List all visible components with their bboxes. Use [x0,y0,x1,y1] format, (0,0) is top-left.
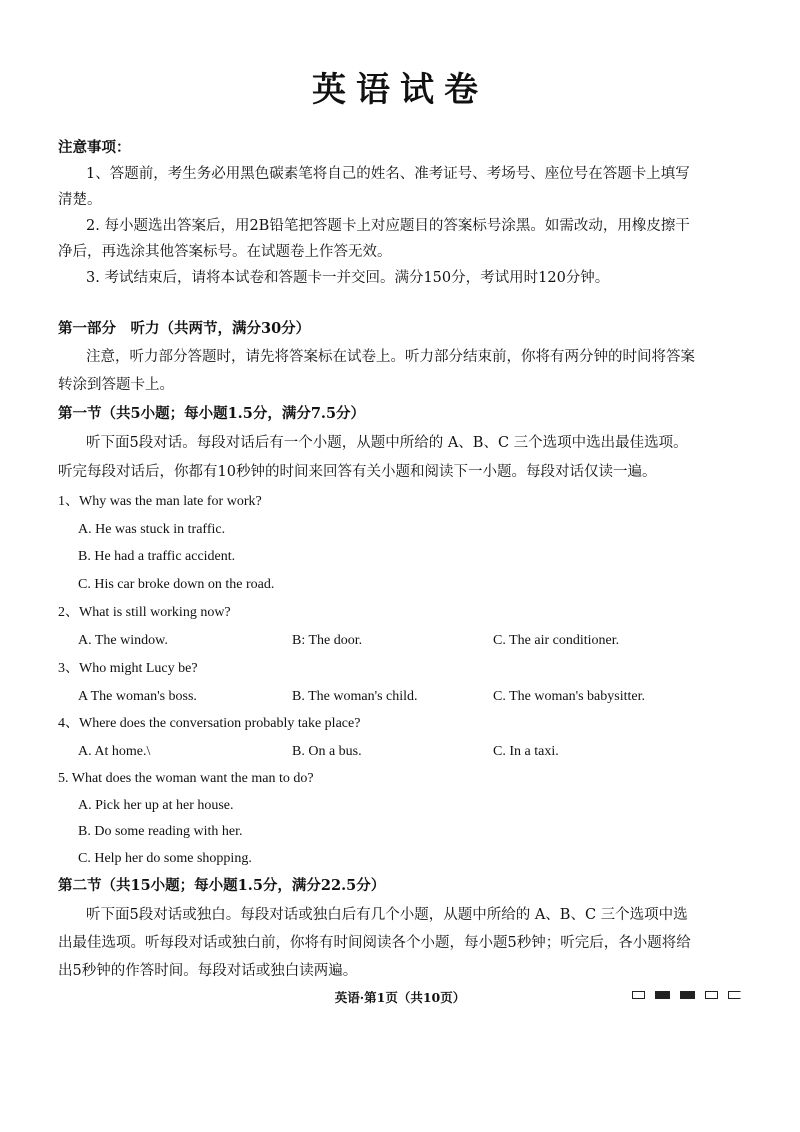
section1-intro-line-2: 听完每段对话后，你都有10秒钟的时间来回答有关小题和阅读下一小题。每段对话仅读一遍。 [58,464,657,480]
question-3-option-a: A The woman's boss. [78,689,197,704]
notice-item-2-line-1: 2. 每小题选出答案后，用2B铅笔把答题卡上对应题目的答案标号涂黑。如需改动，用橡皮擦干 [86,218,690,234]
page-title: 英语试卷 [312,70,488,110]
question-3-option-c: C. The woman's babysitter. [493,689,645,704]
question-1-stem: 1、Why was the man late for work? [58,494,262,509]
question-2-stem: 2、What is still working now? [58,605,231,620]
question-3-option-b: B. The woman's child. [292,689,418,704]
question-5-option-a: A. Pick her up at her house. [78,798,234,813]
question-1-option-b: B. He had a traffic accident. [78,549,236,564]
part1-intro-line-2: 转涂到答题卡上。 [58,377,174,393]
section2-intro-line-1: 听下面5段对话或独白。每段对话或独白后有几个小题，从题中所给的 A、B、C 三个选项中选 [86,907,688,923]
part1-intro-line-1: 注意，听力部分答题时，请先将答案标在试卷上。听力部分结束前，你将有两分钟的时间将答案 [86,349,695,365]
scan-mark-solid-icon [680,991,695,999]
question-1-option-c: C. His car broke down on the road. [78,577,275,592]
section2-heading: 第二节（共15小题；每小题1.5分，满分22.5分） [58,877,386,894]
notice-item-1-line-2: 清楚。 [58,192,102,208]
section1-intro-line-1: 听下面5段对话。每段对话后有一个小题，从题中所给的 A、B、C 三个选项中选出最佳选项。 [86,435,688,451]
question-5-option-b: B. Do some reading with her. [78,824,243,839]
notice-item-2-line-2: 净后，再选涂其他答案标号。在试题卷上作答无效。 [58,244,392,260]
section2-intro-line-3: 出5秒钟的作答时间。每段对话或独白读两遍。 [58,963,358,979]
question-1-option-a: A. He was stuck in traffic. [78,522,226,537]
section2-intro-line-2: 出最佳选项。听每段对话或独白前，你将有时间阅读各个小题，每小题5秒钟；听完后，各小题将给 [58,935,691,951]
question-2-option-c: C. The air conditioner. [493,633,620,648]
scan-marks [632,991,741,999]
part1-heading: 第一部分 听力（共两节，满分30分） [58,320,311,337]
question-4-option-a: A. At home.\ [78,744,151,759]
question-3-stem: 3、Who might Lucy be? [58,661,198,676]
section1-heading: 第一节（共5小题；每小题1.5分，满分7.5分） [58,405,366,422]
scan-mark-partial-icon [728,991,741,999]
question-2-option-b: B: The door. [292,633,363,648]
question-4-stem: 4、Where does the conversation probably take place? [58,716,361,731]
question-2-option-a: A. The window. [78,633,168,648]
page-footer-label: 英语·第1页（共10页） [334,990,466,1005]
notice-item-3: 3. 考试结束后，请将本试卷和答题卡一并交回。满分150分，考试用时120分钟。 [86,270,610,286]
notice-heading: 注意事项： [58,139,131,156]
scan-mark-solid-icon [655,991,670,999]
question-5-stem: 5. What does the woman want the man to do? [58,771,314,786]
scan-mark-open-icon [705,991,718,999]
notice-item-1-line-1: 1、答题前，考生务必用黑色碳素笔将自己的姓名、准考证号、考场号、座位号在答题卡上填写 [86,166,690,182]
question-4-option-c: C. In a taxi. [493,744,559,759]
scan-mark-open-icon [632,991,645,999]
question-4-option-b: B. On a bus. [292,744,362,759]
question-5-option-c: C. Help her do some shopping. [78,851,252,866]
